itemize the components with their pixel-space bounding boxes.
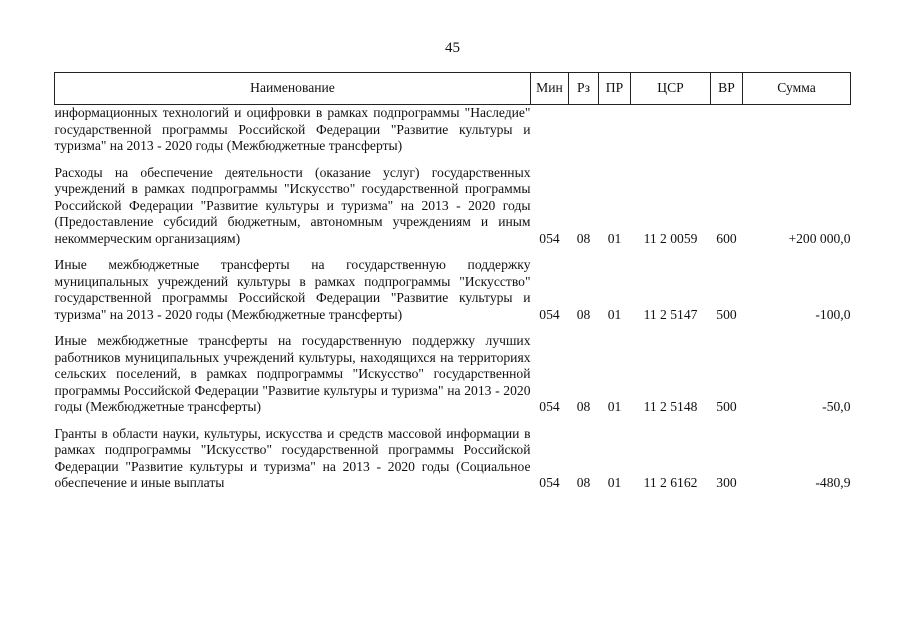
- row-csr: 11 2 5148: [643, 399, 698, 414]
- header-min: Мин: [531, 73, 569, 105]
- row-name: информационных технологий и оцифровки в рамках подпрограммы "Наследие" государственной программы Российской Федерации "Развитие культуры и туризма" на 2013 - 2020 годы (Межбюджетные трансферты): [54, 105, 531, 153]
- row-rz: 08: [576, 230, 591, 246]
- row-name: Гранты в области науки, культуры, искусства и средств массовой информации в рамках подпрограммы "Искусство" государственной программы Российской Федерации "Развитие культуры и туризма" на 2013 - 2020 годы (Социальное обеспечение и иные выплаты: [54, 425, 531, 490]
- row-sum: -480,9: [815, 475, 851, 490]
- page-number: 45: [445, 40, 460, 56]
- row-sum: [743, 105, 851, 165]
- budget-table: [54, 72, 851, 492]
- row-min: 054: [539, 399, 560, 414]
- table-row: [55, 333, 851, 426]
- row-min: 054: [539, 475, 560, 490]
- row-pr: 01: [607, 306, 622, 322]
- header-vr: ВР: [711, 73, 743, 105]
- row-vr: 300: [716, 475, 737, 490]
- row-name: Иные межбюджетные трансферты на государственную поддержку лучших работников муниципальных учреждений культуры, находящихся на территориях сельских поселений, в рамках подпрограммы "Искусство" государственной программы Российской Федерации "Развитие культуры и туризма" на 2013 - 2020 годы (Межбюджетные трансферты): [54, 333, 531, 414]
- row-name: Расходы на обеспечение деятельности (оказание услуг) государственных учреждений в рамках подпрограммы "Искусство" государственной программы Российской Федерации "Развитие культуры и туризма" на 2013 - 2020 годы (Предоставление субсидий бюджетным, автономным учреждениям и иным некоммерческим организациям): [54, 164, 531, 246]
- header-sum: Сумма: [743, 73, 851, 105]
- row-min: 054: [539, 306, 560, 322]
- row-vr: 500: [716, 399, 737, 414]
- row-vr: 500: [716, 306, 737, 322]
- header-name: Наименование: [55, 73, 531, 105]
- row-sum: -100,0: [815, 306, 851, 322]
- row-csr: 11 2 0059: [643, 230, 698, 246]
- row-rz: [569, 105, 599, 165]
- row-pr: 01: [607, 399, 622, 414]
- row-csr: [631, 105, 711, 165]
- row-name: Иные межбюджетные трансферты на государственную поддержку муниципальных учреждений культуры в рамках подпрограммы "Искусство" государственной программы Российской Федерации "Развитие культуры и туризма" на 2013 - 2020 годы (Межбюджетные трансферты): [54, 257, 531, 322]
- table-row: [55, 105, 851, 165]
- row-pr: 01: [607, 475, 622, 490]
- header-rz: Рз: [569, 73, 599, 105]
- row-rz: 08: [576, 306, 591, 322]
- row-min: 054: [539, 230, 560, 246]
- row-rz: 08: [576, 475, 591, 490]
- row-min: [531, 105, 569, 165]
- row-vr: 600: [716, 230, 737, 246]
- table-row: [55, 165, 851, 258]
- row-csr: 11 2 6162: [643, 475, 698, 490]
- table-row: [55, 426, 851, 492]
- table-row: [55, 257, 851, 333]
- row-sum: -50,0: [822, 399, 851, 414]
- row-pr: [599, 105, 631, 165]
- row-rz: 08: [576, 399, 591, 414]
- row-vr: [711, 105, 743, 165]
- header-pr: ПР: [599, 73, 631, 105]
- table-header-row: [55, 73, 851, 105]
- row-sum: +200 000,0: [788, 230, 851, 246]
- row-csr: 11 2 5147: [643, 306, 698, 322]
- row-pr: 01: [607, 230, 622, 246]
- header-csr: ЦСР: [631, 73, 711, 105]
